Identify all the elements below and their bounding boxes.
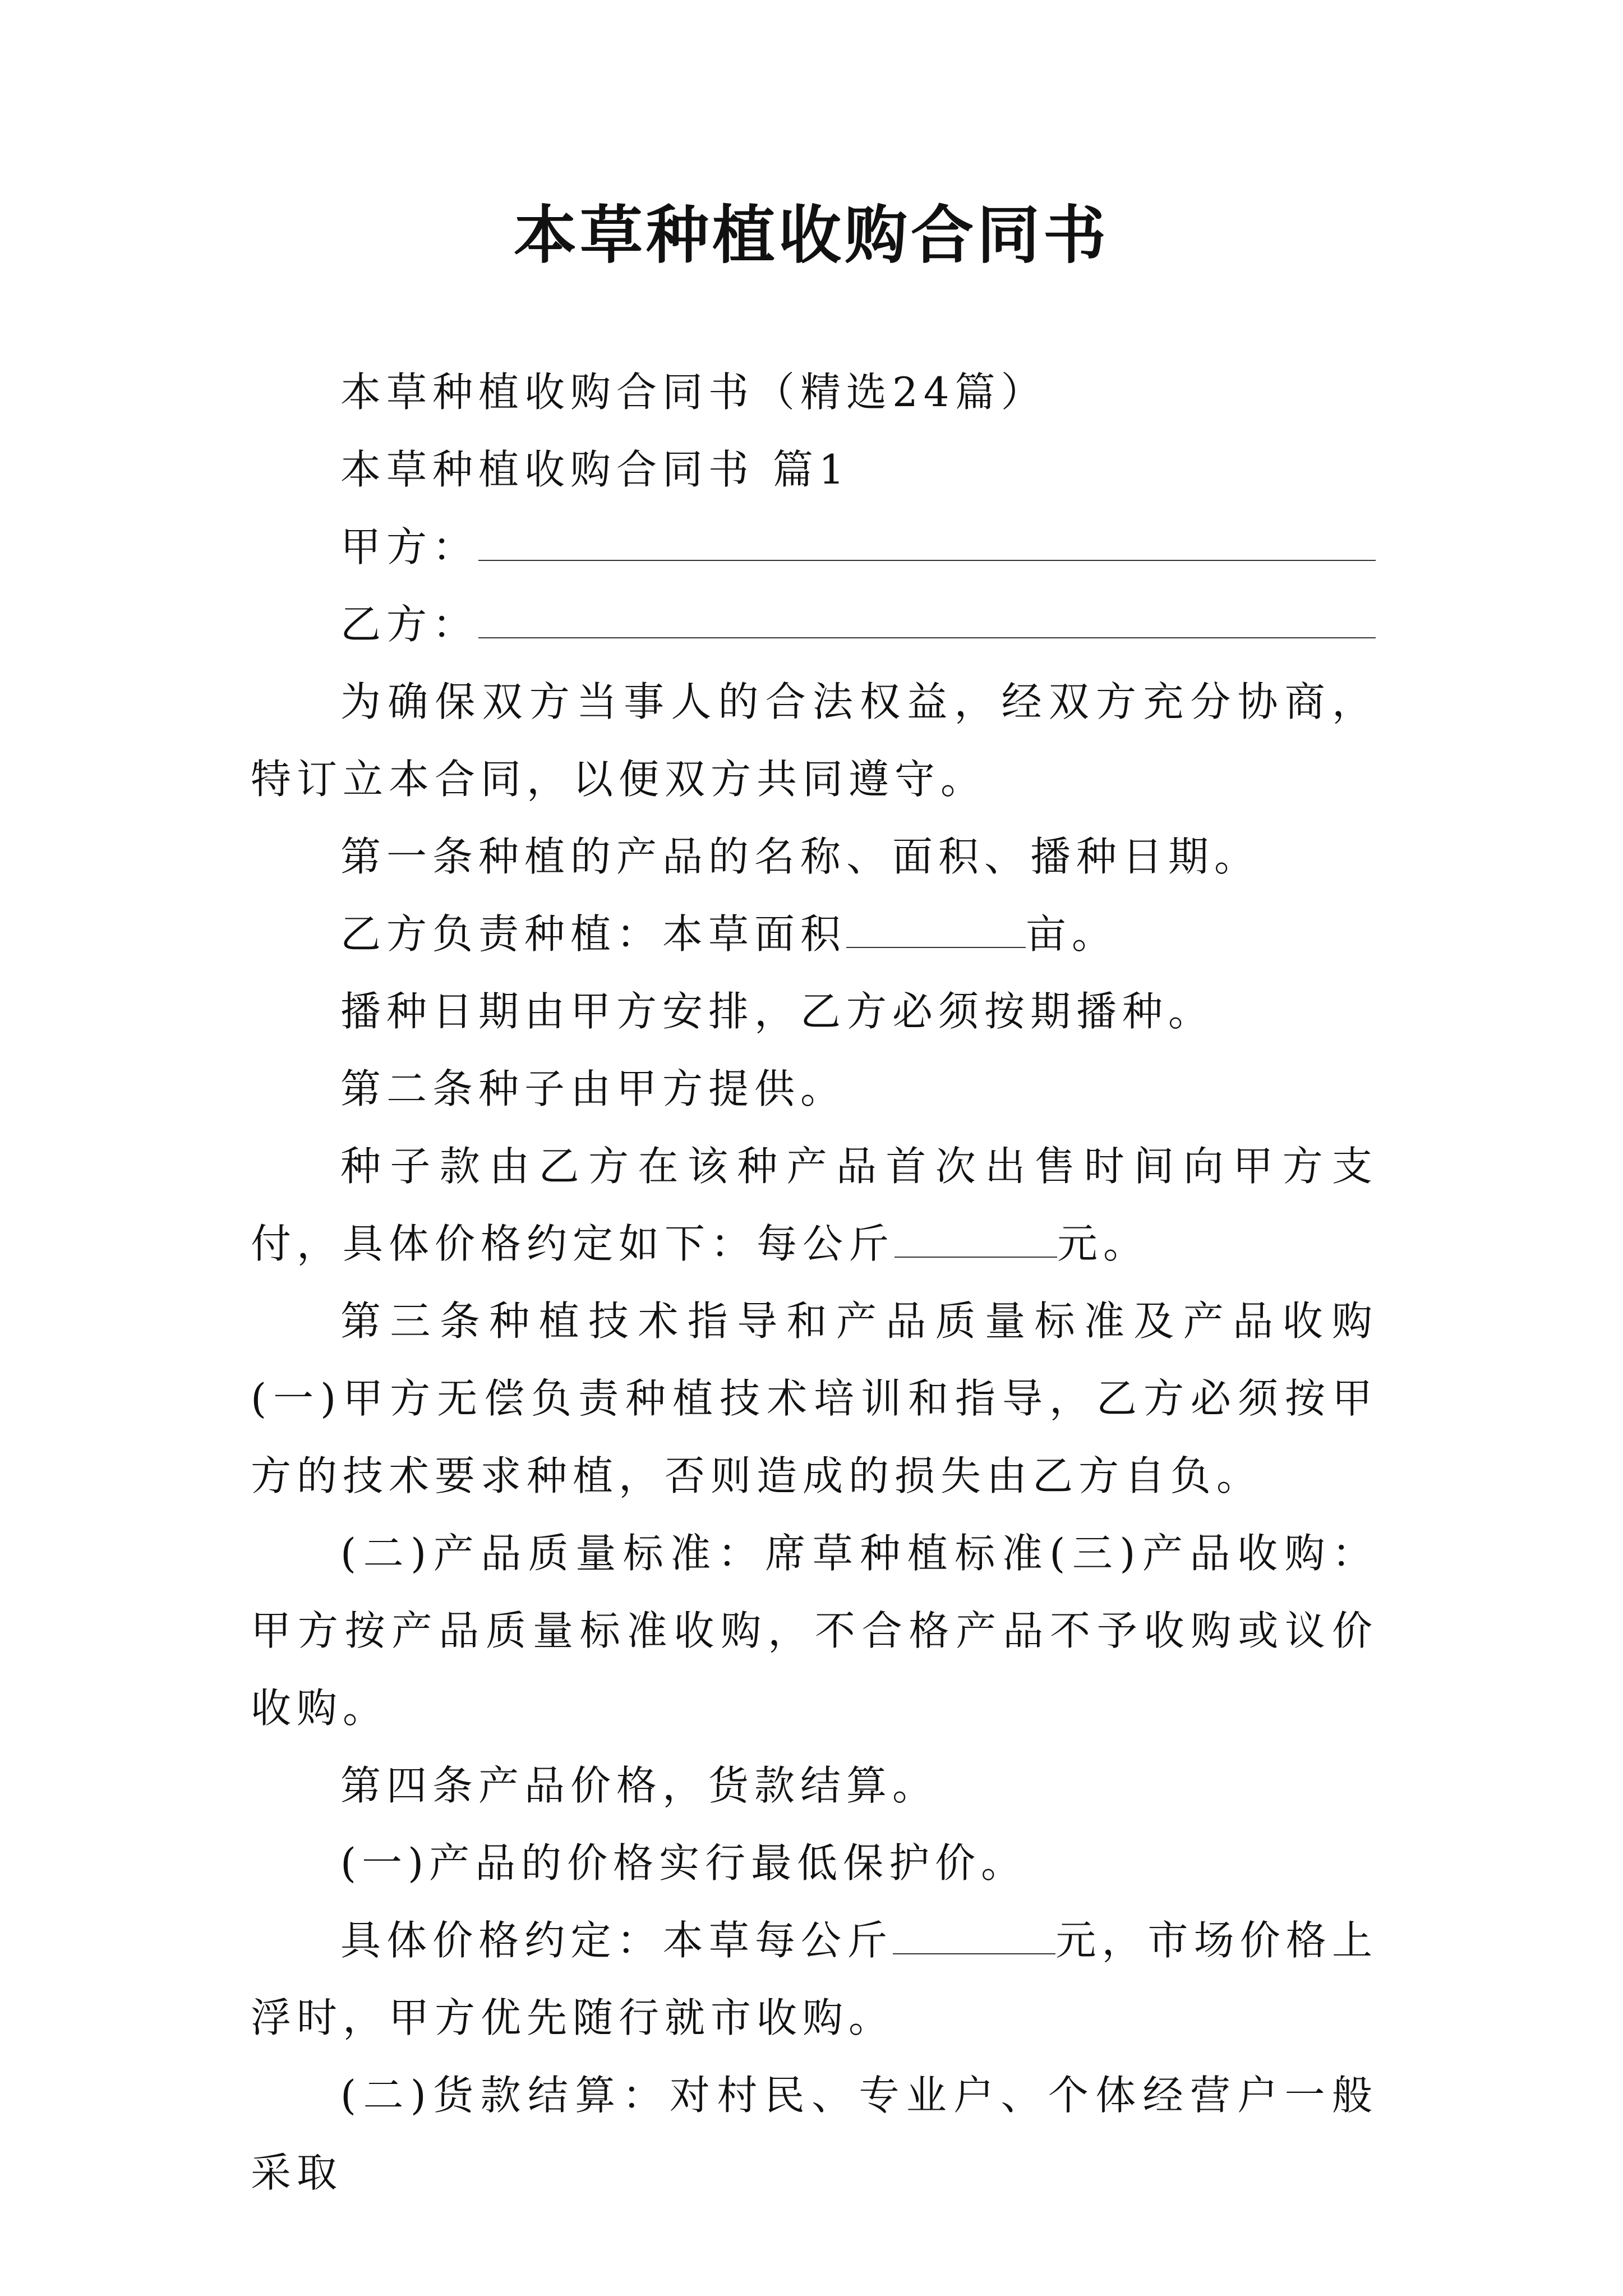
paragraph-price [251,1902,1378,2056]
seed-price-blank [895,1214,1057,1258]
area-blank [846,904,1026,948]
paragraph-quality: (二)产品质量标准：席草种植标准(三)产品收购：甲方按产品质量标准收购，不合格产品不予收购或议价收购。 [251,1530,1378,1732]
party-a-label: 甲方： [340,523,479,570]
paragraph-min-price: (一)产品的价格实行最低保护价。 [340,1839,1027,1887]
seed-price-unit: 元。 [1057,1220,1150,1267]
paragraph-article-4: 第四条产品价格，货款结算。 [340,1762,939,1809]
party-a-blank [478,517,1376,561]
paragraph-article-1: 第一条种植的产品的名称、面积、播种日期。 [340,833,1261,880]
seed-price-text: 种子款由乙方在该种产品首次出售时间向甲方支付，具体价格约定如下：每公斤 [251,1143,1378,1267]
section-heading: 本草种植收购合同书 篇1 [340,446,850,493]
document-title: 本草种植收购合同书 [514,199,1109,272]
subtitle: 本草种植收购合同书（精选24篇） [340,369,1047,416]
paragraph-payment: (二)货款结算：对村民、专业户、个体经营户一般采取 [251,2072,1378,2196]
paragraph-area [251,895,1378,973]
area-text: 乙方负责种植：本草面积 [340,910,847,958]
price-rest: 元，市场价格上浮时，甲方优先随行就市收购。 [251,1917,1378,2041]
paragraph-sowing: 播种日期由甲方安排，乙方必须按期播种。 [340,988,1215,1035]
party-a-line [251,508,1378,586]
party-b-label: 乙方： [340,601,479,648]
document-body [251,353,1378,2211]
area-unit: 亩。 [1026,910,1118,958]
price-text: 具体价格约定：本草每公斤 [340,1917,893,1964]
party-b-line [251,586,1378,663]
paragraph-article-2: 第二条种子由甲方提供。 [340,1065,847,1112]
paragraph-intro: 为确保双方当事人的合法权益，经双方充分协商，特订立本合同，以便双方共同遵守。 [251,678,1378,803]
paragraph-seed-price [251,1128,1378,1282]
paragraph-article-3: 第三条种植技术指导和产品质量标准及产品收购(一)甲方无偿负责种植技术培训和指导，乙方必须按甲方的技术要求种植，否则造成的损失由乙方自负。 [251,1297,1378,1499]
price-blank [893,1911,1055,1954]
party-b-blank [478,595,1376,638]
